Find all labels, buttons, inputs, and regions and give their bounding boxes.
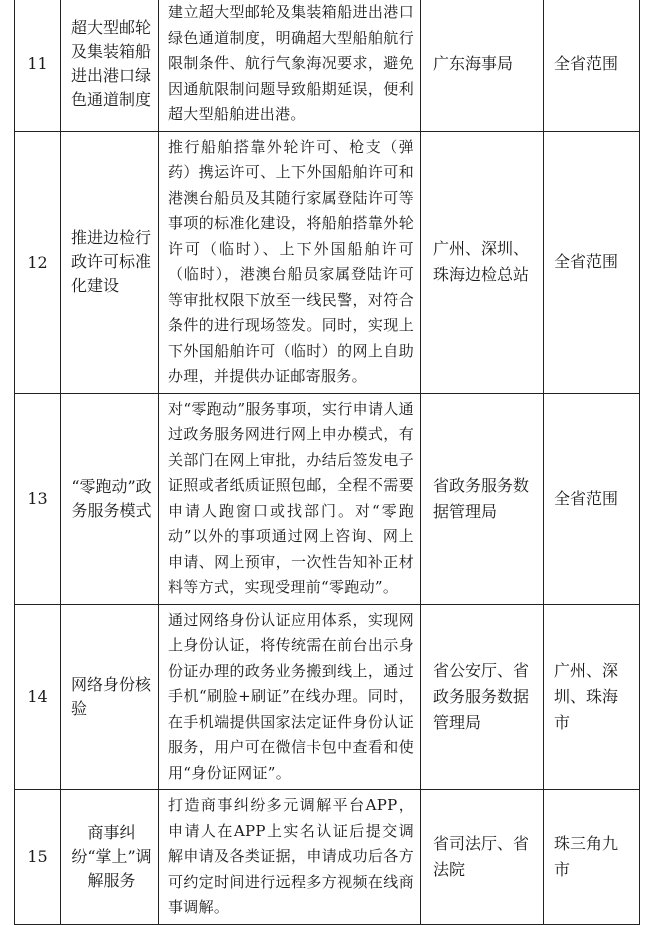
row-number: 13: [15, 393, 61, 604]
scope: 广州、深圳、珠海市: [544, 604, 640, 790]
row-number: 14: [15, 604, 61, 790]
table-row: [15, 0, 640, 131]
responsible-department: 省司法厅、省法院: [421, 790, 544, 925]
measure-name: 商事纠纷“掌上”调解服务: [61, 790, 159, 925]
measure-name: “零跑动”政务服务模式: [61, 393, 159, 604]
table-row: [15, 790, 640, 925]
scope: 全省范围: [544, 131, 640, 393]
row-number: 12: [15, 131, 61, 393]
row-number: 15: [15, 790, 61, 925]
scope: 全省范围: [544, 393, 640, 604]
measure-name: 网络身份核验: [61, 604, 159, 790]
measure-name: 超大型邮轮及集装箱船进出港口绿色通道制度: [61, 0, 159, 131]
scope: 珠三角九市: [544, 790, 640, 925]
table-row: [15, 604, 640, 790]
policy-table: [14, 0, 640, 925]
table-row: [15, 131, 640, 393]
measure-description: 打造商事纠纷多元调解平台APP，申请人在APP上实名认证后提交调解申请及各类证据，申请成功后各方可约定时间进行远程多方视频在线商事调解。: [159, 790, 421, 925]
responsible-department: 广州、深圳、珠海边检总站: [421, 131, 544, 393]
measure-description: 通过网络身份认证应用体系，实现网上身份认证，将传统需在前台出示身份证办理的政务业务搬到线上，通过手机“刷脸+刷证”在线办理。同时，在手机端提供国家法定证件身份认证服务，用户可在微信卡包中查看和使用“身份证网证”。: [159, 604, 421, 790]
policy-table-page: [14, 0, 639, 925]
responsible-department: 广东海事局: [421, 0, 544, 131]
measure-description: 推行船舶搭靠外轮许可、枪支（弹药）携运许可、上下外国船舶许可和港澳台船员及其随行家属登陆许可等事项的标准化建设，将船舶搭靠外轮许可（临时）、上下外国船舶许可（临时），港澳台船员家属登陆许可等审批权限下放至一线民警，对符合条件的进行现场签发。同时，实现上下外国船舶许可（临时）的网上自助办理，并提供办证邮寄服务。: [159, 131, 421, 393]
table-row: [15, 393, 640, 604]
measure-name: 推进边检行政许可标准化建设: [61, 131, 159, 393]
measure-description: 对“零跑动”服务事项，实行申请人通过政务服务网进行网上申办模式，有关部门在网上审批，办结后签发电子证照或者纸质证照包邮，全程不需要申请人跑窗口或找部门。对“零跑动”以外的事项通过网上咨询、网上申请、网上预审，一次性告知补正材料等方式，实现受理前“零跑动”。: [159, 393, 421, 604]
measure-description: 建立超大型邮轮及集装箱船进出港口绿色通道制度，明确超大型船舶航行限制条件、航行气象海况要求，避免因通航限制问题导致船期延误，便利超大型船舶进出港。: [159, 0, 421, 131]
responsible-department: 省政务服务数据管理局: [421, 393, 544, 604]
scope: 全省范围: [544, 0, 640, 131]
responsible-department: 省公安厅、省政务服务数据管理局: [421, 604, 544, 790]
row-number: 11: [15, 0, 61, 131]
